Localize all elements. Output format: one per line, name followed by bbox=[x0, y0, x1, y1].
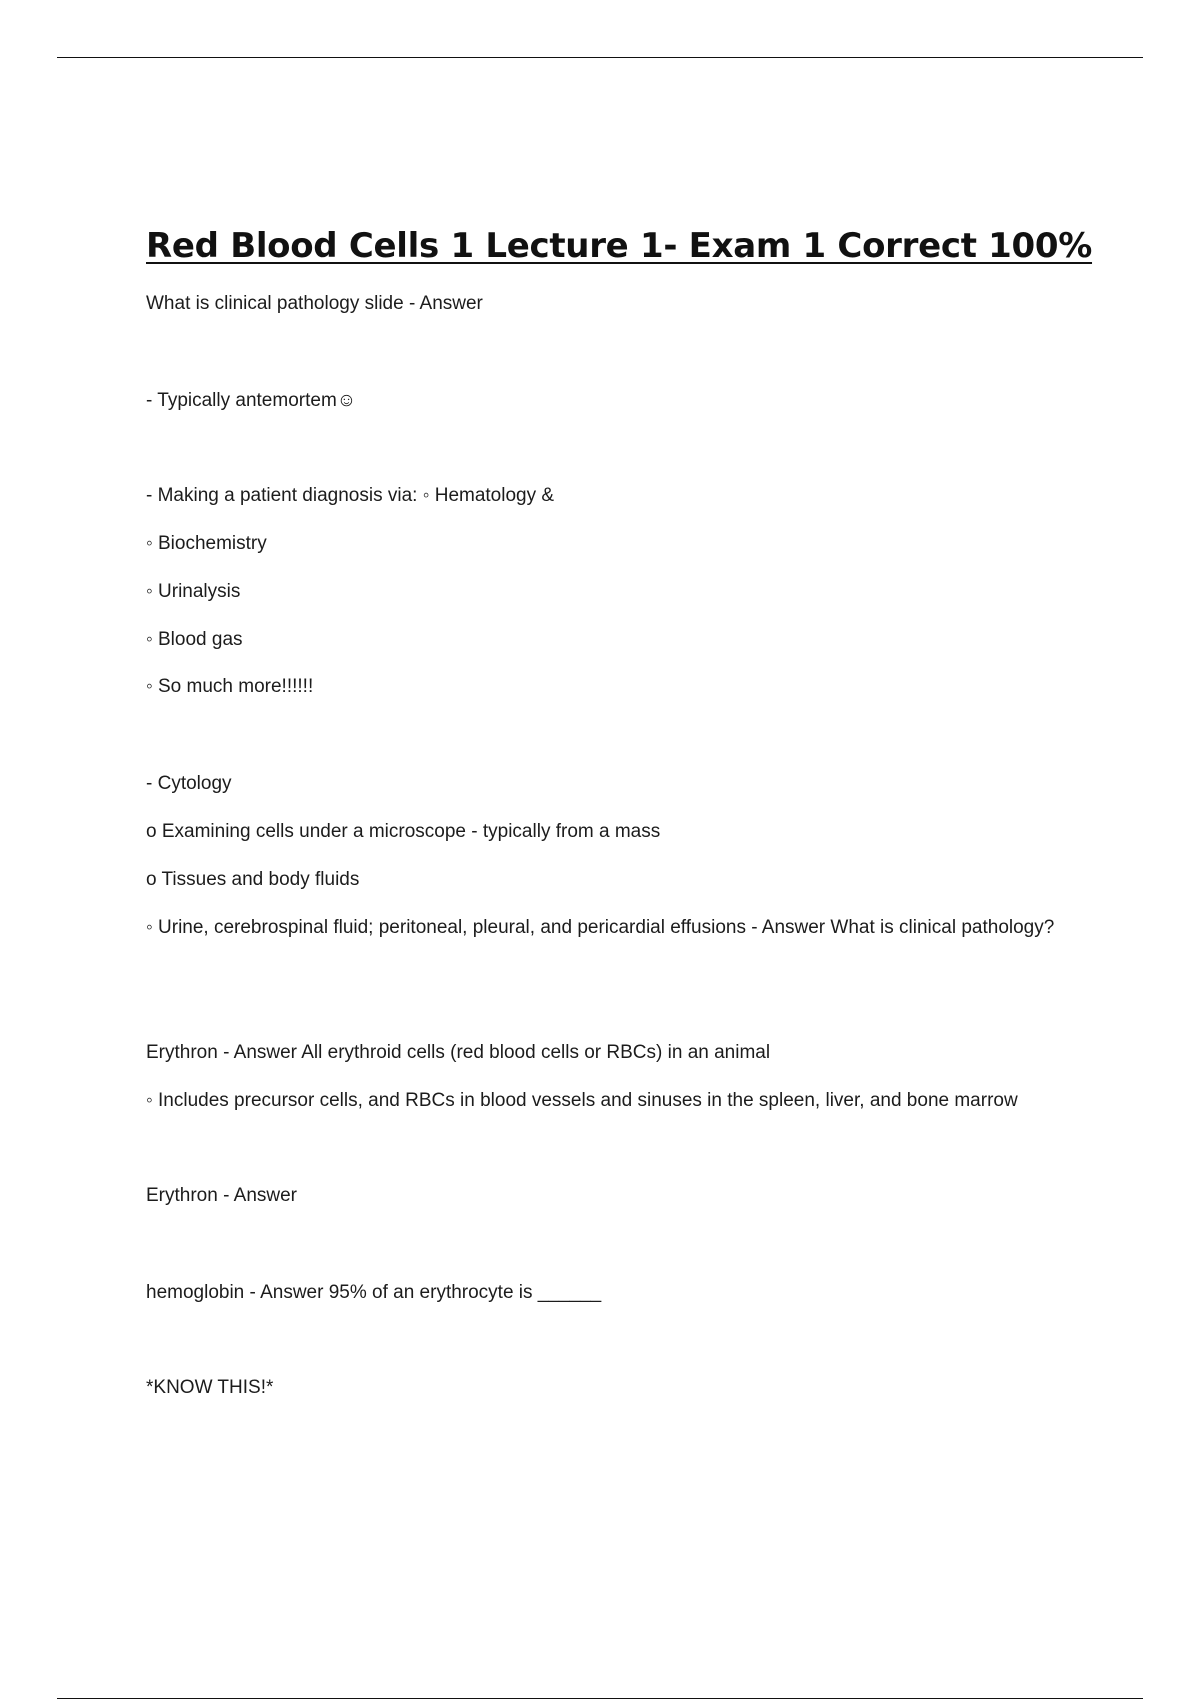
list-item: ◦ Biochemistry bbox=[146, 533, 267, 554]
list-item: ◦ Includes precursor cells, and RBCs in blood vessels and sinuses in the spleen, liver, and bone marrow bbox=[146, 1090, 1018, 1111]
text-line: - Cytology bbox=[146, 773, 232, 794]
document-title: Red Blood Cells 1 Lecture 1- Exam 1 Correct 100% bbox=[146, 226, 1093, 266]
list-item: ◦ Blood gas bbox=[146, 629, 243, 650]
list-item: ◦ Urinalysis bbox=[146, 581, 241, 602]
text-line: *KNOW THIS!* bbox=[146, 1377, 274, 1398]
text-line: What is clinical pathology slide - Answer bbox=[146, 293, 483, 314]
list-item: o Tissues and body fluids bbox=[146, 869, 360, 890]
header-rule bbox=[57, 57, 1143, 58]
text-line: Erythron - Answer All erythroid cells (red blood cells or RBCs) in an animal bbox=[146, 1042, 771, 1063]
text-line: - Typically antemortem☺ bbox=[146, 390, 357, 411]
footer-rule bbox=[57, 1698, 1143, 1699]
text-line: Erythron - Answer bbox=[146, 1185, 297, 1206]
list-item: ◦ Urine, cerebrospinal fluid; peritoneal, pleural, and pericardial effusions - Answer What is clinical pathology? bbox=[146, 917, 1055, 938]
list-item: o Examining cells under a microscope - typically from a mass bbox=[146, 821, 661, 842]
list-item: ◦ So much more!!!!!! bbox=[146, 676, 314, 697]
text-line: hemoglobin - Answer 95% of an erythrocyte is ______ bbox=[146, 1282, 602, 1303]
text-line: - Making a patient diagnosis via: ◦ Hematology & bbox=[146, 485, 555, 506]
